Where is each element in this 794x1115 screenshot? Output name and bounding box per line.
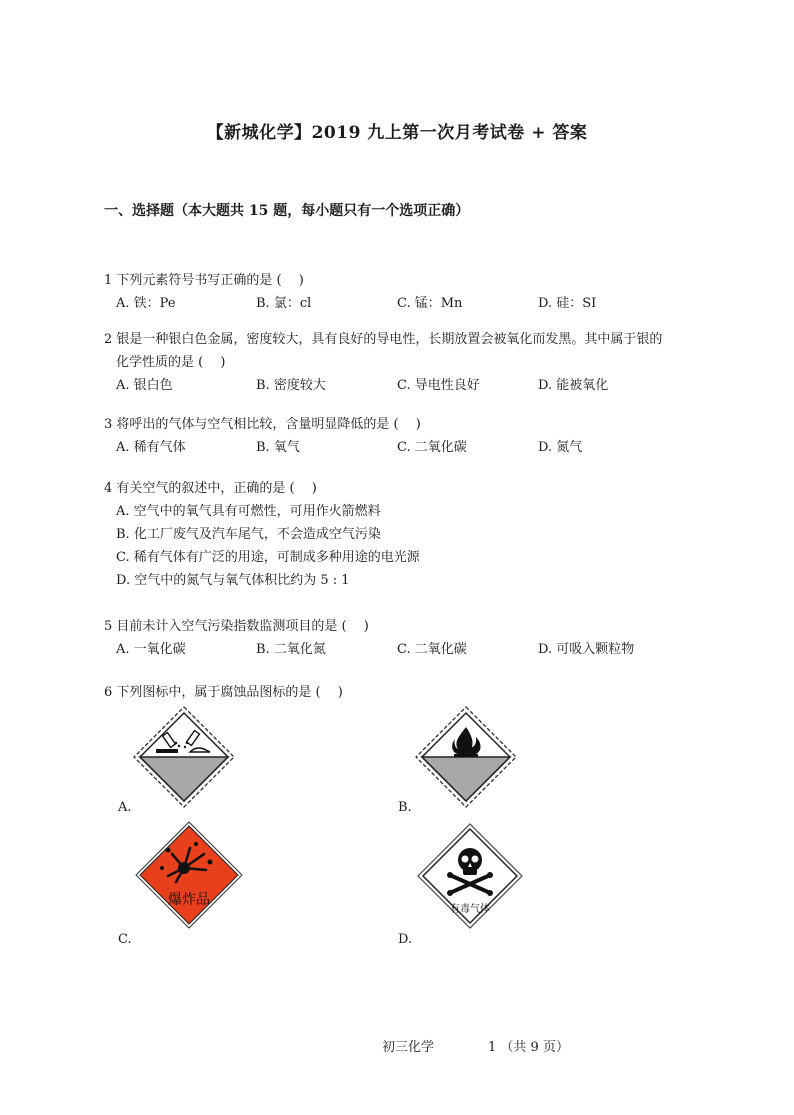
- question-5-option-d: D. 可吸入颗粒物: [538, 642, 635, 657]
- question-5-option-a: A. 一氧化碳: [116, 642, 186, 657]
- toxic-sign-text: 有毒气体: [450, 904, 490, 915]
- question-3-option-c: C. 二氧化碳: [397, 440, 467, 455]
- question-6-stem: 6 下列图标中，属于腐蚀品图标的是 ( ): [104, 685, 343, 700]
- question-2-option-d: D. 能被氧化: [538, 378, 609, 393]
- question-6-option-b: B.: [398, 800, 412, 815]
- explosive-sign-text: 爆炸品: [168, 892, 210, 908]
- question-4-option-c: C. 稀有气体有广泛的用途，可制成多种用途的电光源: [116, 550, 420, 565]
- question-6-option-c: C.: [118, 932, 132, 947]
- question-4-option-b: B. 化工厂废气及汽车尾气，不会造成空气污染: [116, 527, 381, 542]
- section-heading: 一、选择题（本大题共 15 题，每小题只有一个选项正确）: [104, 203, 470, 219]
- question-3-option-b: B. 氧气: [256, 440, 300, 455]
- toxic-sign-icon: [416, 822, 524, 930]
- question-1-option-b: B. 氯：cl: [256, 296, 312, 311]
- question-1-option-d: D. 硅：SI: [538, 296, 597, 311]
- question-5-option-b: B. 二氧化氮: [256, 642, 326, 657]
- question-1-stem: 1 下列元素符号书写正确的是 ( ): [104, 273, 304, 288]
- question-4-stem: 4 有关空气的叙述中，正确的是 ( ): [104, 481, 317, 496]
- question-4-option-a: A. 空气中的氧气具有可燃性，可用作火箭燃料: [116, 504, 381, 519]
- question-5-stem: 5 目前未计入空气污染指数监测项目的是 ( ): [104, 619, 369, 634]
- question-2-stem-cont: 化学性质的是 ( ): [116, 355, 226, 370]
- page-title: 【新城化学】2019 九上第一次月考试卷 + 答案: [206, 123, 588, 143]
- question-6-option-d: D.: [398, 932, 413, 947]
- footer-page-number: 1 （共 9 页）: [488, 1040, 569, 1055]
- question-2-option-a: A. 银白色: [116, 378, 173, 393]
- footer-subject: 初三化学: [382, 1040, 435, 1055]
- question-5-option-c: C. 二氧化碳: [397, 642, 467, 657]
- question-6-option-a: A.: [118, 800, 132, 815]
- question-3-option-a: A. 稀有气体: [116, 440, 186, 455]
- question-2-option-c: C. 导电性良好: [397, 378, 480, 393]
- corrosive-sign-icon: [132, 705, 236, 809]
- question-1-option-a: A. 铁：Pe: [116, 296, 176, 311]
- question-2-option-b: B. 密度较大: [256, 378, 326, 393]
- question-4-option-d: D. 空气中的氮气与氧气体积比约为 5 : 1: [116, 573, 350, 588]
- question-3-stem: 3 将呼出的气体与空气相比较，含量明显降低的是 ( ): [104, 417, 421, 432]
- question-1-option-c: C. 锰：Mn: [397, 296, 463, 311]
- question-3-option-d: D. 氮气: [538, 440, 583, 455]
- explosive-sign-icon: [134, 820, 244, 930]
- question-2-stem: 2 银是一种银白色金属，密度较大，具有良好的导电性，长期放置会被氧化而发黑。其中属于银的: [104, 332, 663, 347]
- flammable-sign-icon: [414, 705, 518, 809]
